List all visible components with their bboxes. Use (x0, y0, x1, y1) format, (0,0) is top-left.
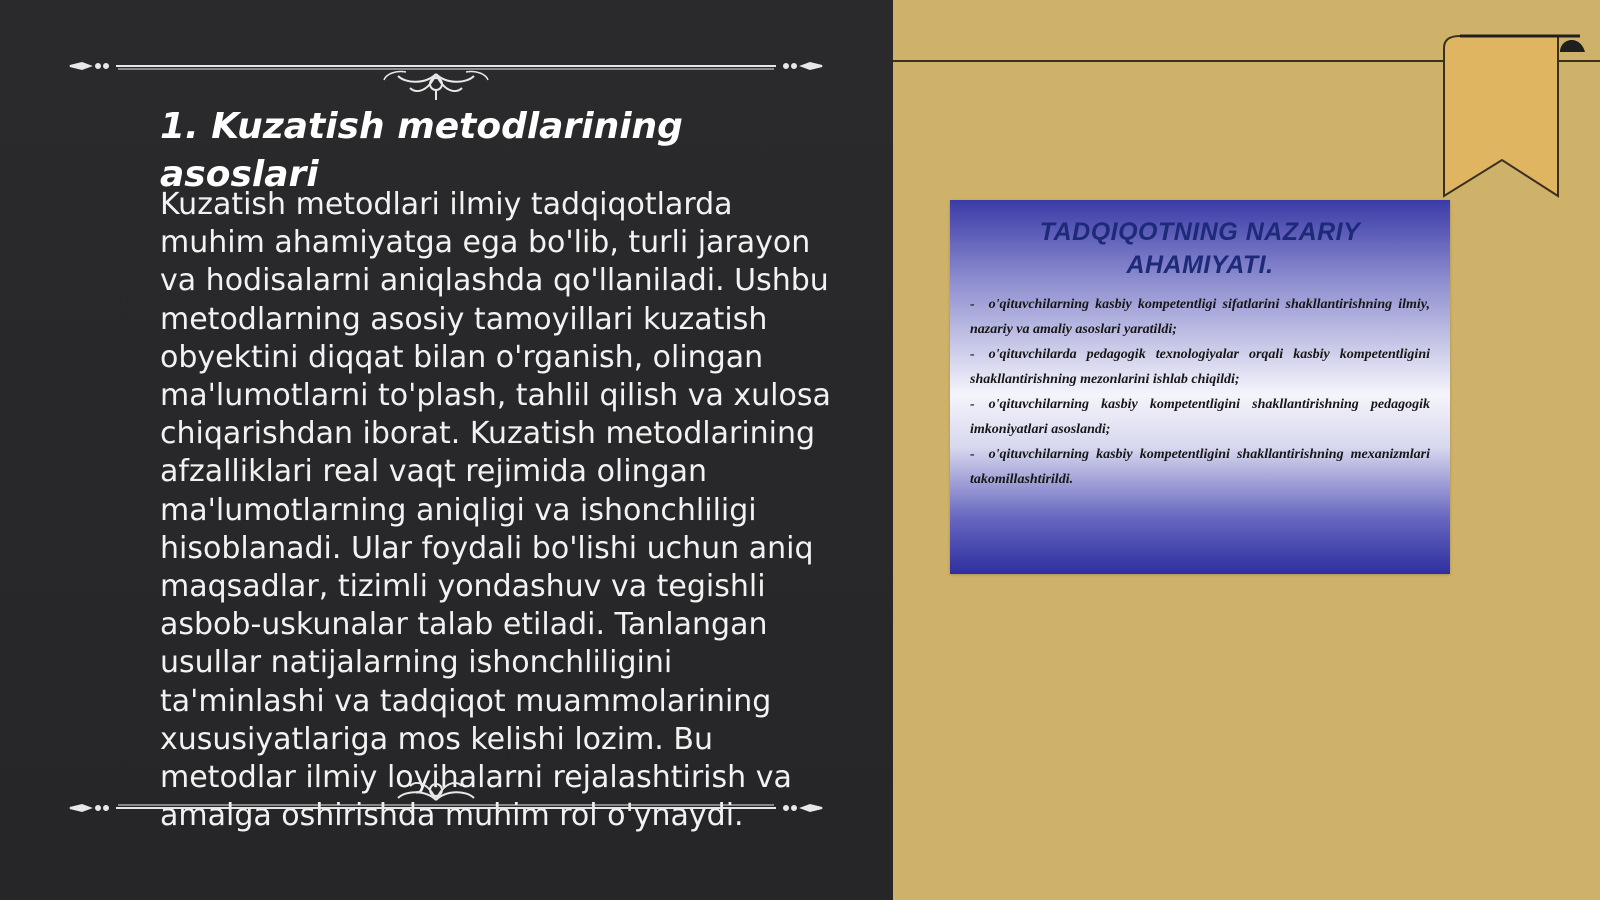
image-bullet-item: - o'qituvchilarning kasbiy kompetentligini shakllantirishning pedagogik imkoniyatlari asoslandi; (970, 397, 1430, 437)
ornamental-divider-icon (66, 50, 826, 100)
image-bullet-item: - o'qituvchilarning kasbiy kompetentligi sifatlarini shakllantirishning ilmiy, nazariy va amaliy asoslari yaratildi; (970, 297, 1430, 337)
image-heading-line-2: AHAMIYATI. (1126, 251, 1274, 279)
ornamental-divider-icon (66, 772, 826, 822)
image-bullet-item: - o'qituvchilarning kasbiy kompetentligini shakllantirishning mexanizmlari takomillashtirildi. (970, 447, 1430, 487)
slide-title: 1. Kuzatish metodlarining asoslari (160, 106, 683, 195)
image-heading-line-1: TADQIQOTNING NAZARIY (1039, 218, 1361, 246)
image-bullet-list (970, 292, 1430, 492)
image-bullet-item: - o'qituvchilarda pedagogik texnologiyalar orqali kasbiy kompetentligini shakllantirishning mezonlarini ishlab chiqildi; (970, 347, 1430, 387)
embedded-image (950, 200, 1450, 574)
image-heading (970, 216, 1430, 282)
bookmark-ribbon-icon (1430, 30, 1590, 205)
slide-body-text: Kuzatish metodlari ilmiy tadqiqotlarda muhim ahamiyatga ega bo'lib, turli jarayon va hodisalarni aniqlashda qo'llaniladi. Ushbu metodlarning asosiy tamoyillari kuzatish obyektini diqqat bilan o'rganish, olingan ma'lumotlarni to'plash, tahlil qilish va xulosa chiqarishdan iborat. Kuzatish metodlarining afzalliklari real vaqt rejimida olingan ma'lumotlarning aniqligi va ishonchliligi hisoblanadi. Ular foydali bo'lishi uchun aniq maqsadlar, tizimli yondashuv va tegishli asbob-uskunalar talab etiladi. Tanlangan usullar natijalarning ishonchliligini ta'minlashi va tadqiqot muammolarining xususiyatlariga mos kelishi lozim. Bu metodlar ilmiy loyihalarni rejalashtirish va amalga oshirishda muhim rol o'ynaydi. (160, 187, 831, 834)
